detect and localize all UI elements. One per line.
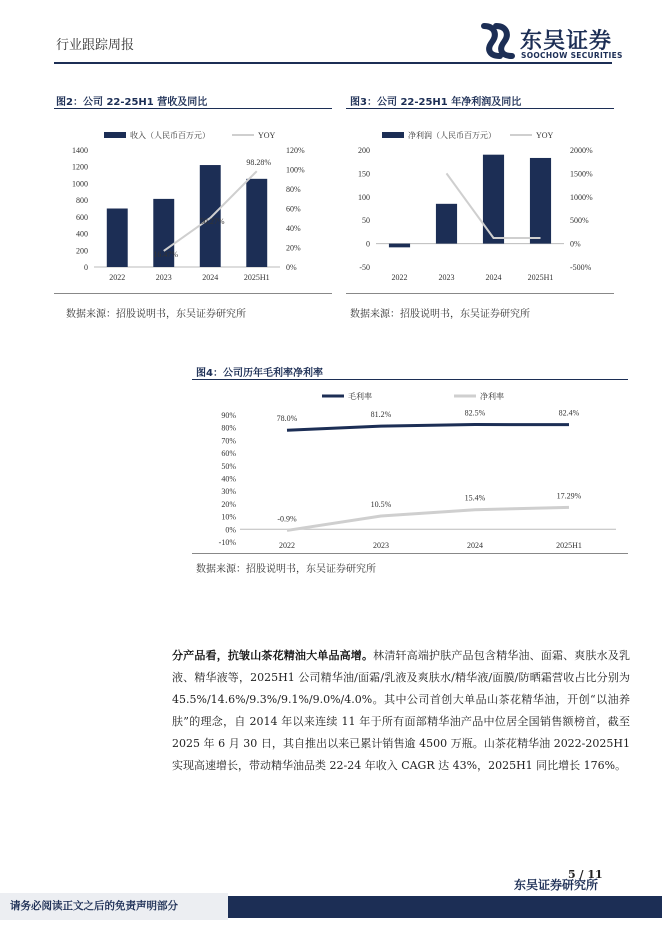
x-tick-label: 2025H1 bbox=[243, 273, 270, 282]
analysis-paragraph bbox=[172, 645, 630, 777]
legend-label-line: YOY bbox=[258, 131, 276, 140]
gross-margin-label: 82.5% bbox=[464, 408, 486, 418]
y-left-tick-label: 200 bbox=[76, 246, 88, 256]
x-tick-label: 2023 bbox=[155, 273, 172, 282]
y-left-tick-label: 0 bbox=[84, 263, 88, 272]
y-tick-label: 0% bbox=[225, 525, 236, 535]
y-tick-label: 20% bbox=[221, 499, 236, 509]
report-type: 行业跟踪周报 bbox=[56, 38, 135, 53]
fig3-chart bbox=[340, 110, 620, 290]
legend-label-gross: 毛利率 bbox=[348, 392, 372, 401]
y-left-tick-label: 200 bbox=[358, 146, 370, 155]
bar bbox=[530, 158, 551, 244]
paragraph-lead: 分产品看，抗皱山茶花精油大单品高增。 bbox=[172, 649, 374, 662]
x-tick-label: 2023 bbox=[373, 541, 389, 550]
legend-label-bar: 净利润（人民币百万元） bbox=[408, 131, 496, 140]
y-right-tick-label: 80% bbox=[286, 185, 301, 194]
net-margin-line bbox=[287, 507, 569, 530]
header-rule bbox=[54, 62, 612, 64]
fig2-bottom-rule bbox=[54, 293, 332, 294]
y-tick-label: 30% bbox=[221, 487, 236, 497]
y-right-tick-label: 60% bbox=[286, 204, 301, 214]
yoy-data-label: 16.47% bbox=[153, 249, 179, 259]
gross-margin-line bbox=[287, 425, 569, 431]
x-tick-label: 2022 bbox=[279, 541, 295, 550]
fig3-source: 数据来源：招股说明书，东吴证券研究所 bbox=[350, 309, 530, 320]
legend-swatch-bar bbox=[104, 132, 126, 138]
fig3-title: 图3：公司 22-25H1 年净利润及同比 bbox=[350, 97, 522, 108]
y-tick-label: 70% bbox=[221, 436, 236, 446]
page-number: 5 / 11 bbox=[568, 868, 603, 881]
gross-margin-label: 78.0% bbox=[276, 414, 298, 424]
y-left-tick-label: 1200 bbox=[72, 162, 88, 172]
y-right-tick-label: 2000% bbox=[570, 146, 593, 155]
y-left-tick-label: 400 bbox=[76, 229, 88, 239]
y-right-tick-label: 120% bbox=[286, 146, 305, 155]
y-left-tick-label: -50 bbox=[359, 263, 370, 272]
fig4-title: 图4：公司历年毛利率净利率 bbox=[196, 368, 323, 379]
y-right-tick-label: 0% bbox=[286, 263, 297, 272]
y-tick-label: 40% bbox=[221, 474, 236, 484]
legend-label-bar: 收入（人民币百万元） bbox=[130, 131, 210, 140]
bar bbox=[107, 209, 128, 268]
y-right-tick-label: 1500% bbox=[570, 169, 593, 179]
legend-swatch-bar bbox=[382, 132, 404, 138]
y-tick-label: 10% bbox=[221, 512, 236, 522]
net-margin-label: -0.9% bbox=[277, 514, 297, 524]
y-left-tick-label: 800 bbox=[76, 196, 88, 206]
legend-label-line: YOY bbox=[536, 131, 554, 140]
bar bbox=[246, 179, 267, 267]
net-margin-label: 17.29% bbox=[556, 491, 582, 501]
logo-text: 东吴证券 bbox=[520, 29, 613, 54]
y-left-tick-label: 600 bbox=[76, 212, 88, 222]
x-tick-label: 2022 bbox=[391, 273, 408, 282]
gross-margin-label: 82.4% bbox=[558, 408, 580, 418]
y-tick-label: 60% bbox=[221, 449, 236, 459]
fig4-chart bbox=[192, 382, 628, 552]
gross-margin-label: 81.2% bbox=[370, 410, 392, 420]
x-tick-label: 2025H1 bbox=[527, 273, 554, 282]
y-left-tick-label: 100 bbox=[358, 192, 370, 202]
y-right-tick-label: 500% bbox=[570, 216, 589, 226]
fig2-title: 图2：公司 22-25H1 营收及同比 bbox=[56, 97, 208, 108]
bar bbox=[436, 204, 457, 244]
y-right-tick-label: 0% bbox=[570, 239, 581, 249]
paragraph-text: 林清轩高端护肤产品包含精华油、面霜、爽肤水及乳液、精华液等，2025H1 公司精华油/面霜/乳液及爽肤水/精华液/面膜/防晒霜营收占比分别为 45.5%/14.6%/9.3%/9.1%/9.0%/4.0%。其中公司首创大单品山茶花精华油，开创“以油养肤”的理念，自 2014 年以来连续 11 年于所有面部精华油产品中位居全国销售额榜首，截至 2025 年 6 月 30 日，其自推出以来已累计销售逾 4500 万瓶。山茶花精华油 2022-2025H1 实现高速增长，带动精华油品类 22-24 年收入 CAGR 达 43%，2025H1 同比增长 176%。 bbox=[172, 649, 631, 772]
x-tick-label: 2024 bbox=[467, 541, 483, 550]
fig4-top-rule bbox=[192, 379, 628, 380]
legend-label-net: 净利率 bbox=[480, 392, 504, 401]
x-tick-label: 2024 bbox=[485, 273, 502, 282]
yoy-data-label: 98.28% bbox=[246, 158, 272, 168]
y-right-tick-label: 20% bbox=[286, 243, 301, 253]
fig2-source: 数据来源：招股说明书，东吴证券研究所 bbox=[66, 309, 246, 320]
fig4-bottom-rule bbox=[192, 553, 628, 554]
y-left-tick-label: 0 bbox=[366, 239, 370, 249]
fig4-source: 数据来源：招股说明书，东吴证券研究所 bbox=[196, 564, 376, 575]
bar bbox=[389, 244, 410, 248]
x-tick-label: 2024 bbox=[202, 273, 219, 282]
y-left-tick-label: 1400 bbox=[72, 146, 88, 155]
y-tick-label: 90% bbox=[221, 411, 236, 420]
y-right-tick-label: -500% bbox=[570, 263, 592, 272]
y-left-tick-label: 1000 bbox=[72, 179, 88, 189]
fig2-top-rule bbox=[54, 108, 332, 109]
net-margin-label: 15.4% bbox=[464, 493, 486, 503]
net-margin-label: 10.5% bbox=[370, 499, 392, 509]
y-right-tick-label: 1000% bbox=[570, 192, 593, 202]
y-left-tick-label: 150 bbox=[358, 169, 370, 179]
fig3-bottom-rule bbox=[346, 293, 614, 294]
yoy-data-label: 50.27% bbox=[199, 216, 225, 226]
fig2-chart bbox=[54, 110, 334, 290]
disclaimer-link[interactable]: 请务必阅读正文之后的免责声明部分 bbox=[10, 900, 178, 912]
soochow-logo-icon bbox=[476, 22, 516, 60]
x-tick-label: 2022 bbox=[109, 273, 126, 282]
footer-institute: 东吴证券研究所 bbox=[514, 878, 599, 892]
logo-subtext: SOOCHOW SECURITIES bbox=[521, 51, 623, 60]
fig3-top-rule bbox=[346, 108, 614, 109]
y-tick-label: 50% bbox=[221, 461, 236, 471]
x-tick-label: 2025H1 bbox=[556, 541, 582, 550]
bar bbox=[483, 155, 504, 244]
y-right-tick-label: 100% bbox=[286, 165, 305, 175]
y-right-tick-label: 40% bbox=[286, 224, 301, 233]
y-left-tick-label: 50 bbox=[362, 216, 370, 226]
y-tick-label: -10% bbox=[218, 538, 236, 547]
x-tick-label: 2023 bbox=[438, 273, 455, 282]
y-tick-label: 80% bbox=[221, 423, 236, 433]
